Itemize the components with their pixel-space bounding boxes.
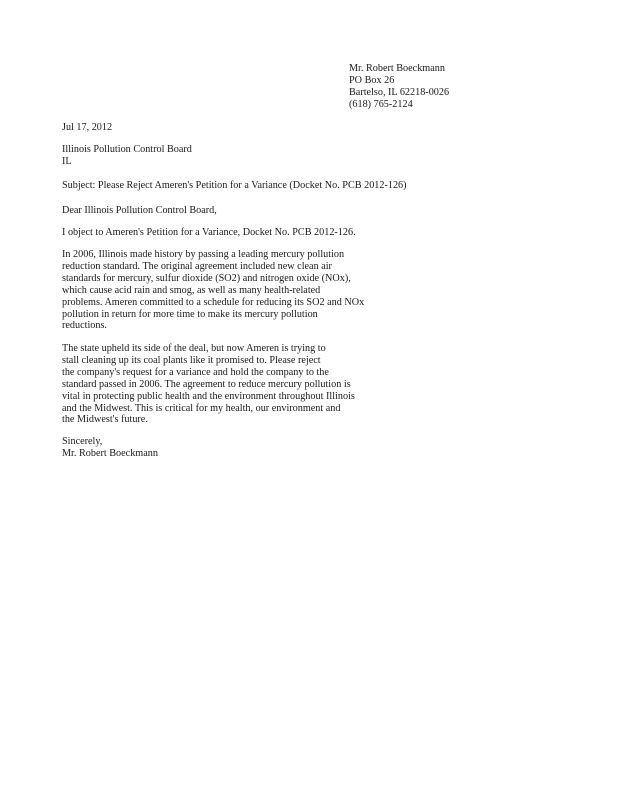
recipient-name: Illinois Pollution Control Board (62, 144, 192, 155)
sender-po-box: PO Box 26 (349, 74, 395, 86)
subject-text: Subject: Please Reject Ameren's Petition for a Variance (Docket No. PCB 2012-126) (62, 180, 407, 191)
sender-phone: (618) 765-2124 (349, 98, 413, 110)
signature-name: Mr. Robert Boeckmann (62, 447, 158, 459)
recipient-state: IL (62, 155, 72, 167)
sender-name: Mr. Robert Boeckmann (349, 63, 445, 74)
paragraph-line: stall cleaning up its coal plants like it promised to. Please reject (62, 354, 321, 366)
paragraph-line: The state upheld its side of the deal, but now Ameren is trying to (62, 343, 326, 354)
objection-text: I object to Ameren's Petition for a Variance, Docket No. PCB 2012-126. (62, 227, 356, 238)
objection-statement (62, 227, 362, 239)
paragraph-history (62, 249, 365, 332)
paragraph-request (62, 343, 362, 426)
paragraph-line: reductions. (62, 320, 107, 332)
sender-address-block (349, 63, 589, 111)
letter-date: Jul 17, 2012 (62, 122, 113, 133)
paragraph-line: vital in protecting public health and the environment throughout Illinois (62, 390, 355, 402)
paragraph-line: reduction standard. The original agreement included new clean air (62, 260, 332, 272)
subject-line (62, 180, 407, 192)
paragraph-line: and the Midwest. This is critical for my health, our environment and (62, 402, 341, 414)
paragraph-line: the Midwest's future. (62, 414, 148, 426)
salutation: Dear Illinois Pollution Control Board, (62, 205, 217, 216)
closing-block (62, 436, 362, 460)
paragraph-line: standard passed in 2006. The agreement to reduce mercury pollution is (62, 378, 351, 390)
recipient-block (62, 144, 362, 168)
valediction: Sincerely, (62, 436, 103, 447)
paragraph-line: the company's request for a variance and hold the company to the (62, 366, 329, 378)
paragraph-line: In 2006, Illinois made history by passing a leading mercury pollution (62, 249, 345, 260)
paragraph-line: which cause acid rain and smog, as well as many health-related (62, 284, 321, 296)
paragraph-line: standards for mercury, sulfur dioxide (SO2) and nitrogen oxide (NOx), (62, 272, 351, 284)
paragraph-line: problems. Ameren committed to a schedule for reducing its SO2 and NOx (62, 296, 365, 308)
sender-city: Bartelso, IL 62218-0026 (349, 86, 450, 98)
paragraph-line: pollution in return for more time to make its mercury pollution (62, 308, 318, 320)
